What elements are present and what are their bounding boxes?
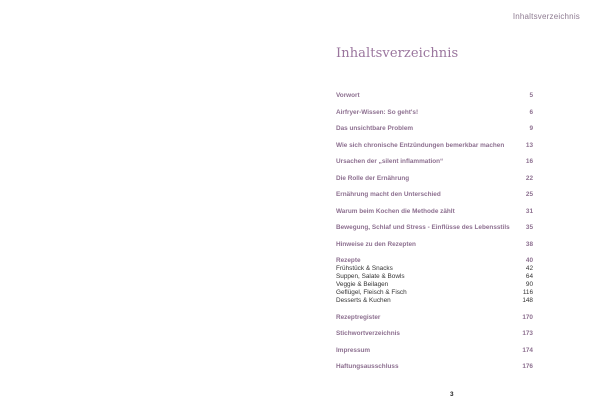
toc-entry-page: 42 [525, 265, 533, 272]
toc-entry [336, 224, 533, 232]
toc-entry-title: Bewegung, Schlaf und Stress - Einflüsse des Lebensstils [336, 224, 510, 231]
table-of-contents [336, 92, 533, 371]
toc-entry-page: 173 [522, 330, 533, 337]
toc-entry-page: 174 [522, 346, 533, 354]
toc-entry-title: Veggie & Beilagen [336, 281, 389, 288]
toc-entry-title: Wie sich chronische Entzündungen bemerkbar machen [336, 141, 505, 149]
toc-entry-page: 6 [529, 108, 533, 116]
page-title: Inhaltsverzeichnis [336, 46, 459, 61]
toc-entry [336, 241, 533, 249]
toc-subentry [336, 297, 533, 305]
toc-entry-title: Stichwortverzeichnis [336, 330, 400, 337]
toc-subentry [336, 265, 533, 273]
toc-entry-title: Die Rolle der Ernährung [336, 174, 410, 182]
toc-entry-title: Ursachen der „silent inflammation“ [336, 158, 444, 165]
toc-entry [336, 314, 533, 322]
toc-entry [336, 347, 533, 355]
toc-entry-title: Hinweise zu den Rezepten [336, 240, 416, 248]
toc-entry-page: 148 [522, 297, 533, 304]
toc-entry [336, 191, 533, 199]
toc-entry-title: Suppen, Salate & Bowls [336, 273, 405, 280]
toc-entry-page: 13 [525, 141, 533, 149]
running-header: Inhaltsverzeichnis [512, 12, 580, 21]
toc-entry-title: Ernährung macht den Unterschied [336, 191, 441, 198]
toc-entry [336, 257, 533, 265]
toc-entry-page: 31 [525, 207, 533, 215]
toc-entry-page: 64 [525, 273, 533, 280]
toc-subentry [336, 281, 533, 289]
toc-entry-page: 116 [522, 289, 533, 296]
toc-entry [336, 92, 533, 100]
toc-entry [336, 158, 533, 166]
toc-entry-title: Geflügel, Fleisch & Fisch [336, 289, 407, 296]
toc-entry-title: Rezepte [336, 257, 361, 264]
toc-entry-page: 16 [525, 158, 533, 165]
toc-entry [336, 109, 533, 117]
toc-entry-page: 90 [525, 281, 533, 288]
toc-entry-title: Impressum [336, 346, 371, 354]
toc-entry-title: Haftungsausschluss [336, 363, 399, 370]
toc-entry-title: Vorwort [336, 92, 360, 99]
toc-entry-title: Frühstück & Snacks [336, 265, 393, 272]
toc-entry-page: 40 [525, 257, 533, 264]
toc-entry-title: Warum beim Kochen die Methode zählt [336, 207, 455, 215]
toc-entry-page: 5 [529, 92, 533, 99]
page-number: 3 [450, 391, 454, 398]
toc-entry-page: 9 [529, 125, 533, 132]
toc-subentry [336, 289, 533, 297]
toc-entry-page: 170 [522, 313, 533, 321]
toc-entry-title: Rezeptregister [336, 313, 381, 321]
toc-entry-page: 22 [525, 174, 533, 182]
toc-subentry [336, 273, 533, 281]
toc-entry-title: Desserts & Kuchen [336, 297, 391, 304]
toc-entry [336, 125, 533, 133]
toc-entry-title: Das unsichtbare Problem [336, 125, 414, 132]
toc-entry [336, 175, 533, 183]
toc-entry-page: 176 [522, 363, 533, 370]
toc-entry [336, 363, 533, 371]
toc-entry-page: 35 [525, 224, 533, 231]
toc-entry-page: 25 [525, 191, 533, 198]
toc-entry [336, 330, 533, 338]
toc-entry [336, 142, 533, 150]
toc-entry-title: Airfryer-Wissen: So geht's! [336, 108, 419, 116]
toc-entry [336, 208, 533, 216]
toc-entry-page: 38 [525, 240, 533, 248]
